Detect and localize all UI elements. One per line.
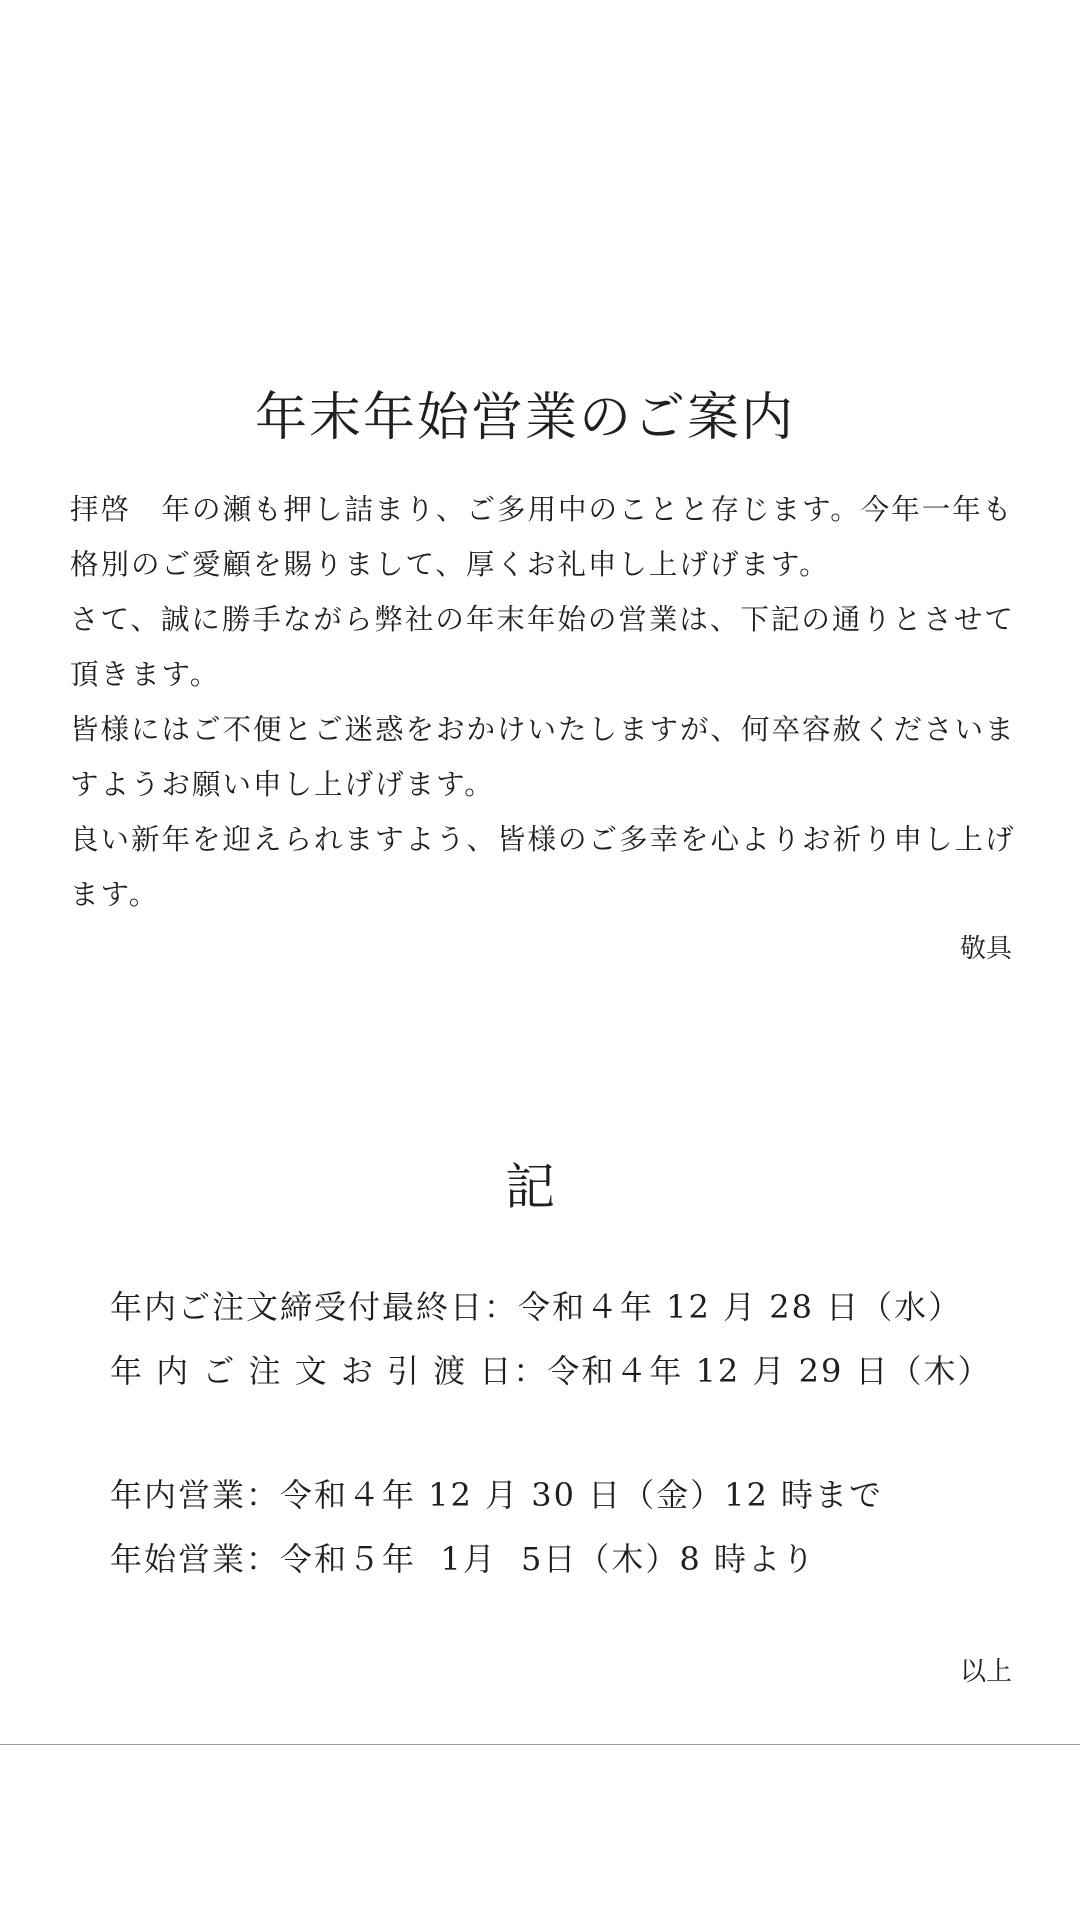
ki-heading: 記 (505, 1158, 555, 1216)
greeting-paragraph: 拝啓 年の瀬も押し詰まり、ご多用中のことと存じます。今年一年も格別のご愛顧を賜りまして、厚くお礼申し上げげます。 (70, 493, 1014, 581)
end-mark: 以上 (959, 1657, 1012, 1687)
closing-word: 敬具 (959, 934, 1012, 964)
delivery-date-line: 年 内 ご 注 文 お 引 渡 日：令和４年 12 月 29 日（木） (110, 1352, 992, 1390)
schedule-details (110, 1275, 1010, 1591)
apology-paragraph: 皆様にはご不便とご迷惑をおかけいたしますが、何卒容赦くださいますようお願い申し上げげます。 (70, 713, 1016, 801)
document-title: 年末年始営業のご案内 (254, 388, 795, 448)
year-end-business-line: 年内営業：令和４年 12 月 30 日（金）12 時まで (110, 1476, 884, 1514)
divider (0, 1744, 1080, 1745)
new-year-business-line: 年始営業：令和５年 1月 5日（木）8 時より (110, 1540, 816, 1578)
document-body (70, 482, 1020, 922)
wishes-paragraph: 良い新年を迎えられますよう、皆様のご多幸を心よりお祈り申し上げます。 (70, 823, 1016, 911)
detail-spacer (110, 1403, 1010, 1463)
notice-paragraph: さて、誠に勝手ながら弊社の年末年始の営業は、下記の通りとさせて頂きます。 (70, 603, 1015, 691)
order-deadline-line: 年内ご注文締受付最終日：令和４年 12 月 28 日（水） (110, 1288, 963, 1326)
